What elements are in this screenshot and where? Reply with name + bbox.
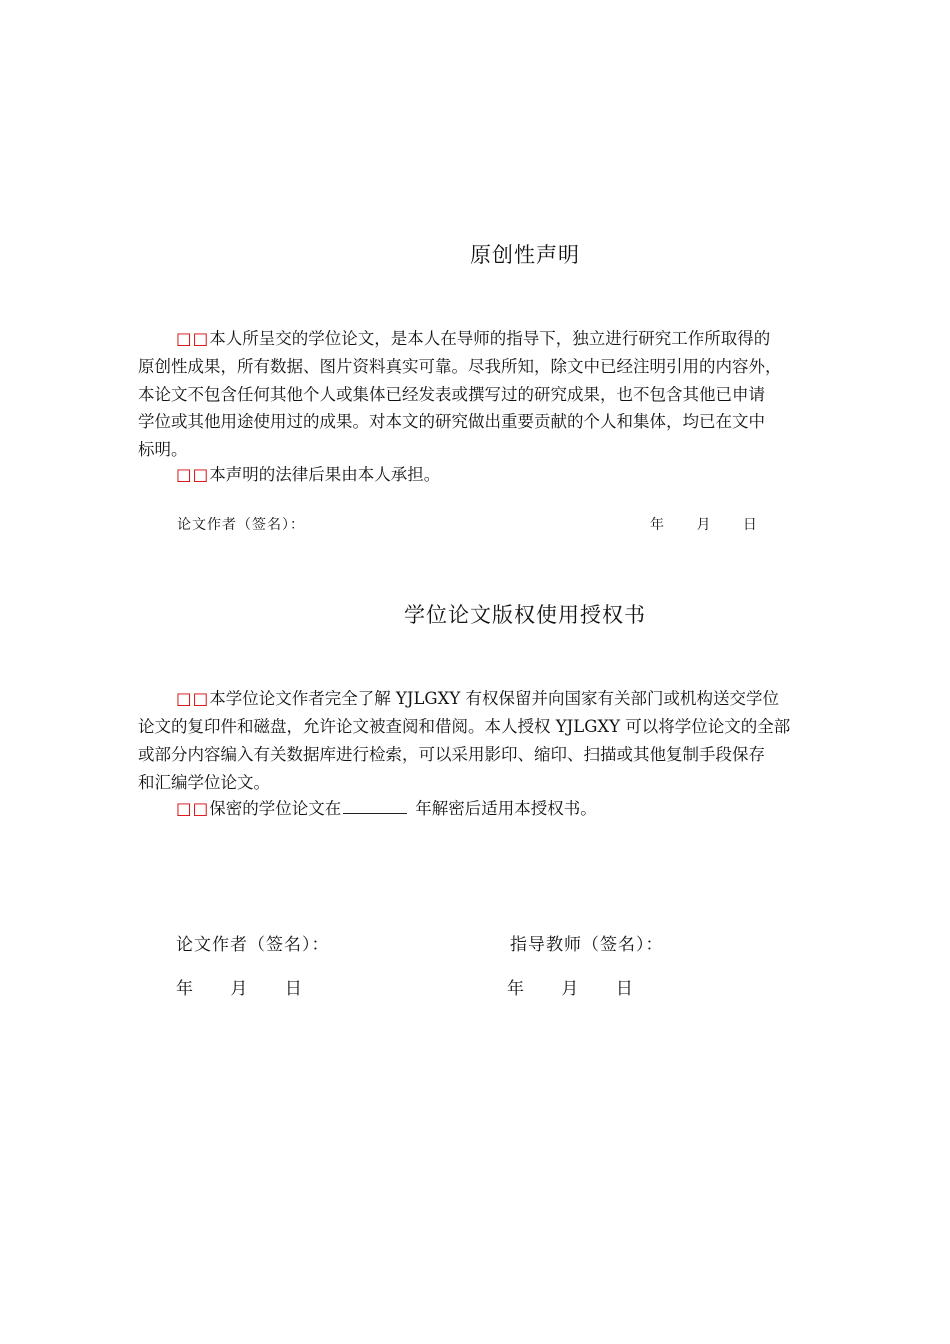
text-line: 本声明的法律后果由本人承担。 [209, 465, 441, 484]
date-month: 月 [230, 979, 249, 999]
authorization-paragraph-line-2: 论文的复印件和磁盘，允许论文被查阅和借阅。本人授权 YJLGXY 可以将学位论文的全部 [138, 717, 791, 736]
date-day: 日 [742, 517, 758, 533]
authorization-secret-line [176, 799, 916, 819]
advisor-date [507, 974, 634, 999]
date-year: 年 [650, 517, 665, 533]
checkbox-marker: □□ [176, 329, 210, 348]
authorization-paragraph-line-1 [176, 689, 916, 709]
declaration-author-signature-label: 论文作者（签名）： [177, 517, 305, 533]
declaration-liability-line [176, 465, 916, 485]
authorization-paragraph-line-4: 和汇编学位论文。 [138, 773, 270, 792]
declaration-paragraph-line-2: 原创性成果，所有数据、图片资料真实可靠。尽我所知，除文中已经注明引用的内容外， [138, 357, 782, 376]
checkbox-marker: □□ [176, 465, 210, 484]
text-line: 本学位论文作者完全了解 YJLGXY 有权保留并向国家有关部门或机构送交学位 [209, 689, 779, 708]
text-line: 年解密后适用本授权书。 [415, 799, 597, 818]
date-day: 日 [615, 979, 634, 999]
date-year: 年 [507, 979, 525, 999]
checkbox-marker: □□ [176, 689, 210, 708]
declaration-paragraph-line-4: 学位或其他用途使用过的成果。对本文的研究做出重要贡献的个人和集体，均已在文中 [138, 412, 765, 431]
authorization-advisor-signature-label: 指导教师（签名）： [510, 935, 664, 955]
authorization-paragraph-line-3: 或部分内容编入有关数据库进行检索，可以采用影印、缩印、扫描或其他复制手段保存 [138, 745, 765, 764]
year-blank-field[interactable] [343, 799, 407, 814]
text-line: 本人所呈交的学位论文，是本人在导师的指导下，独立进行研究工作所取得的 [209, 329, 771, 348]
checkbox-marker: □□ [176, 799, 210, 818]
declaration-paragraph-line-5: 标明。 [138, 440, 188, 459]
authorization-author-signature-label: 论文作者（签名）： [176, 935, 330, 955]
text-line: 保密的学位论文在 [209, 799, 342, 818]
author-date [176, 974, 303, 999]
date-year: 年 [176, 979, 194, 999]
declaration-paragraph-line-1 [176, 329, 916, 349]
declaration-paragraph-line-3: 本论文不包含任何其他个人或集体已经发表或撰写过的研究成果，也不包含其他已申请 [138, 385, 765, 404]
declaration-date [650, 514, 758, 534]
date-month: 月 [696, 517, 712, 533]
authorization-title: 学位论文版权使用授权书 [404, 603, 646, 627]
date-month: 月 [561, 979, 580, 999]
declaration-title: 原创性声明 [470, 243, 580, 267]
date-day: 日 [284, 979, 303, 999]
